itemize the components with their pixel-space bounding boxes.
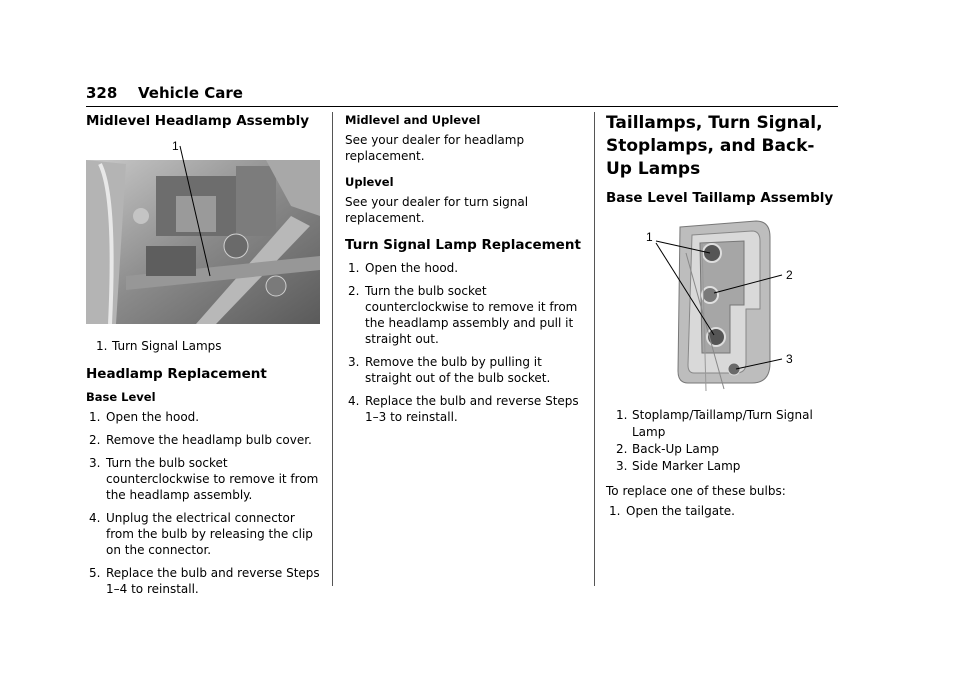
list-item: 1. Open the tailgate. [609, 504, 735, 518]
list-item: 1. Open the hood. [89, 410, 200, 424]
column-divider [332, 112, 333, 586]
heading-turn-signal-lamp-replacement: Turn Signal Lamp Replacement [345, 237, 581, 253]
page-header [86, 84, 838, 107]
list-item: 2. Back-Up Lamp [616, 442, 720, 456]
label-uplevel: Uplevel [345, 175, 394, 189]
list-item: 4. Replace the bulb and reverse Steps 1–3 to reinstall. [348, 394, 579, 424]
figure-callout: 1 [646, 230, 653, 244]
turn-signal-steps [345, 260, 581, 425]
column-divider [594, 112, 595, 586]
page-number: 328 [86, 84, 118, 102]
list-item: 2. Remove the headlamp bulb cover. [89, 433, 312, 447]
tailgate-steps [606, 503, 840, 519]
label-base-level: Base Level [86, 390, 156, 404]
paragraph: See your dealer for turn signal replacement. [345, 195, 529, 225]
list-item: 2. Turn the bulb socket counterclockwise to remove it from the headlamp assembly and pull it straight out. [348, 284, 578, 346]
heading-base-level-taillamp-assembly: Base Level Taillamp Assembly [606, 190, 834, 206]
paragraph: See your dealer for headlamp replacement. [345, 133, 525, 163]
headlamp-steps [86, 409, 320, 597]
list-item: 1. Stoplamp/Taillamp/Turn Signal Lamp [616, 408, 813, 439]
figure-callout: 2 [786, 268, 793, 282]
headlamp-assembly-figure [86, 136, 320, 324]
label-midlevel-uplevel: Midlevel and Uplevel [345, 113, 481, 127]
list-item: 5. Replace the bulb and reverse Steps 1–4 to reinstall. [89, 566, 320, 596]
figure-callout: 3 [786, 352, 793, 366]
heading-headlamp-replacement: Headlamp Replacement [86, 366, 267, 382]
list-item: 4. Unplug the electrical connector from the bulb by releasing the clip on the connector. [89, 511, 313, 557]
figure-caption [86, 338, 320, 355]
list-item: 1. Open the hood. [348, 261, 459, 275]
list-item: 1. Turn Signal Lamps [96, 339, 222, 353]
list-item: 3. Turn the bulb socket counterclockwise to remove it from the headlamp assembly. [89, 456, 319, 502]
taillamp-illustration [606, 213, 840, 397]
taillamp-assembly-figure [606, 213, 840, 397]
column-middle [345, 112, 581, 432]
figure-caption [606, 407, 840, 475]
heading-midlevel-headlamp-assembly: Midlevel Headlamp Assembly [86, 113, 310, 129]
section-title: Vehicle Care [138, 84, 243, 102]
paragraph: To replace one of these bulbs: [606, 484, 786, 498]
figure-callout: 1 [172, 139, 179, 153]
heading-taillamps: Taillamps, Turn Signal, Stoplamps, and Back-Up Lamps [606, 113, 823, 179]
column-right [606, 112, 840, 526]
list-item: 3. Remove the bulb by pulling it straight out of the bulb socket. [348, 355, 551, 385]
column-left [86, 112, 320, 604]
headlamp-illustration [86, 136, 320, 324]
list-item: 3. Side Marker Lamp [616, 459, 741, 473]
